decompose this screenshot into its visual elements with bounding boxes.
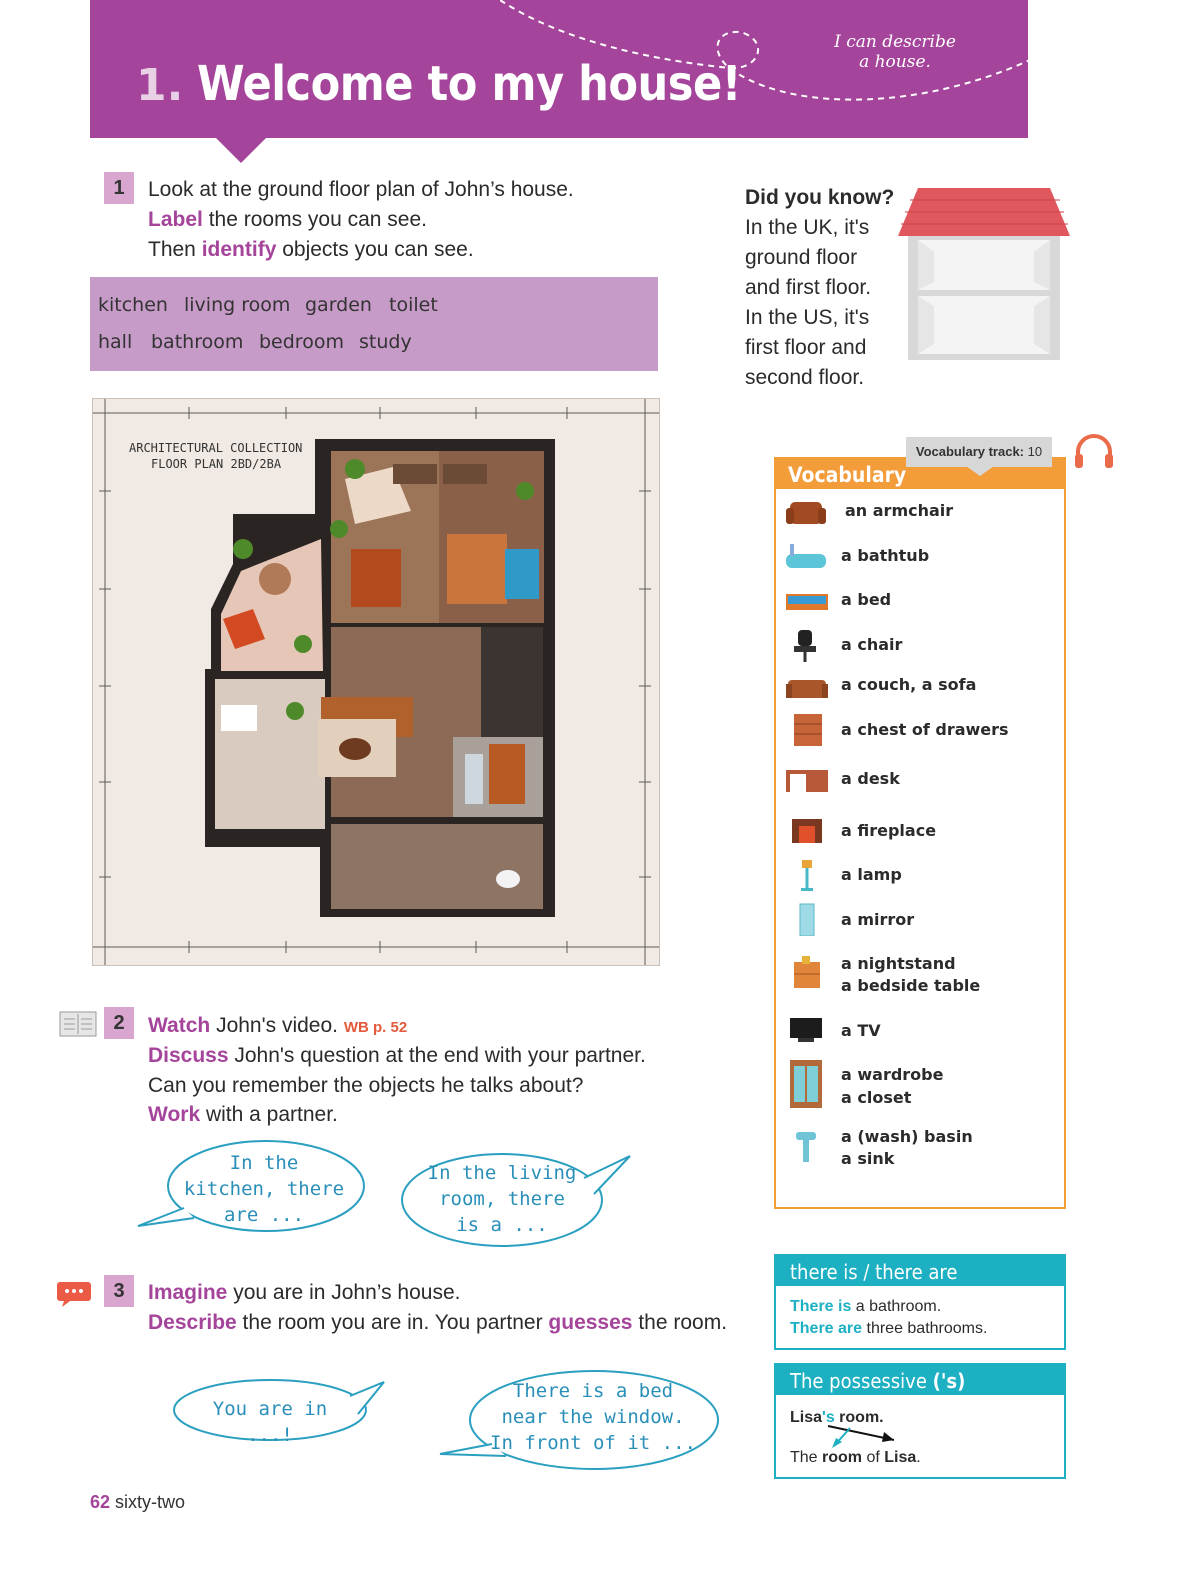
vocabulary-track-number: 10 <box>1027 444 1043 459</box>
vocab-item-lamp: a lamp <box>841 865 902 884</box>
armchair-icon <box>784 496 828 530</box>
word-hall: hall <box>98 331 133 353</box>
word-garden: garden <box>305 294 372 316</box>
vocab-item-chest-of-drawers: a chest of drawers <box>841 720 1009 739</box>
exercise-2-line2 <box>148 1044 646 1068</box>
vocabulary-track-tag-pointer <box>966 466 994 476</box>
bathtub-icon <box>784 540 828 574</box>
desk-icon <box>784 762 828 796</box>
grammar-box-there-is <box>774 1254 1066 1350</box>
fireplace-icon <box>784 813 828 847</box>
room-word-box <box>90 277 658 371</box>
speech-icon[interactable] <box>56 1278 92 1308</box>
exercise-3-line1-rest: you are in John’s house. <box>227 1281 461 1304</box>
bed-icon <box>784 584 828 618</box>
exercise-1-number: 1 <box>104 172 134 204</box>
did-you-know-line: second floor. <box>745 366 865 389</box>
vocab-item-mirror: a mirror <box>841 910 915 929</box>
bubble-living-room-line2: room, there <box>439 1188 565 1210</box>
vocab-item-basin: a (wash) basin <box>841 1127 973 1146</box>
chair-icon <box>784 628 828 662</box>
headphones-icon[interactable] <box>1072 432 1116 472</box>
grammar-possessive-ex1-c: room. <box>834 1409 884 1426</box>
exercise-3-line2-mid: the room you are in. You partner <box>236 1311 549 1334</box>
vocab-item-armchair: an armchair <box>845 501 954 520</box>
page-number: 62 <box>90 1492 111 1512</box>
vocab-item-chair: a chair <box>841 635 903 654</box>
grammar-there-is-kw: There is <box>790 1298 852 1315</box>
did-you-know-box <box>745 183 915 393</box>
bubble-bed-window-line3: In front of it ... <box>490 1432 696 1454</box>
exercise-1-line3 <box>148 238 474 262</box>
grammar-possessive-ex2-a: The <box>790 1449 823 1466</box>
vocab-item-nightstand: a nightstand <box>841 954 956 973</box>
video-book-icon[interactable] <box>58 1010 98 1038</box>
exercise-2-line3: Can you remember the objects he talks about? <box>148 1074 584 1097</box>
did-you-know-line: In the US, it's <box>745 306 870 329</box>
grammar-possessive-ex2-d: Lisa <box>884 1449 917 1466</box>
grammar-possessive-ex1-b: 's <box>822 1409 835 1426</box>
possessive-arrows-icon <box>820 1420 906 1454</box>
nightstand-icon <box>784 956 828 990</box>
exercise-1-line2-rest: the rooms you can see. <box>202 208 427 231</box>
exercise-3-line2 <box>148 1311 727 1335</box>
bubble-living-room-line1: In the living <box>427 1162 577 1184</box>
mirror-icon <box>784 902 828 936</box>
page-title: Welcome to my house! <box>197 56 741 112</box>
vocab-item-bed: a bed <box>841 590 892 609</box>
exercise-3-line2-rest: the room. <box>632 1311 728 1334</box>
chest-of-drawers-icon <box>784 712 828 746</box>
grammar-possessive-ex2-c: of <box>862 1449 885 1466</box>
header-banner-pointer <box>215 137 267 163</box>
exercise-3-line1 <box>148 1281 460 1305</box>
tv-icon <box>784 1014 828 1048</box>
keyword-identify: identify <box>201 238 277 261</box>
workbook-reference[interactable]: WB p. 52 <box>343 1019 408 1036</box>
did-you-know-line: and first floor. <box>745 276 872 299</box>
grammar-there-are-line2 <box>776 1316 1064 1338</box>
exercise-2-line1-rest: John's video. <box>210 1014 338 1037</box>
floor-plan-label-line1: ARCHITECTURAL COLLECTION <box>129 441 303 455</box>
exercise-1-line3-rest: objects you can see. <box>276 238 474 261</box>
grammar-there-are-rest: three bathrooms. <box>862 1320 988 1337</box>
grammar-possessive-ex1-a: Lisa <box>790 1409 823 1426</box>
basin-icon <box>784 1128 828 1162</box>
grammar-possessive-title-text: The possessive <box>790 1369 927 1393</box>
word-study: study <box>359 331 412 353</box>
page-number-words: sixty-two <box>115 1492 186 1512</box>
exercise-1-line3-pre: Then <box>148 238 202 261</box>
vocabulary-title: Vocabulary <box>776 459 1064 489</box>
grammar-possessive-title-mark: ('s) <box>932 1369 966 1393</box>
did-you-know-title: Did you know? <box>745 186 895 209</box>
keyword-imagine: Imagine <box>148 1281 228 1304</box>
page-footer <box>90 1492 185 1513</box>
couch-icon <box>784 670 828 704</box>
vocab-item-fireplace: a fireplace <box>841 821 937 840</box>
grammar-there-is-line1 <box>776 1286 1064 1316</box>
keyword-guesses: guesses <box>548 1311 633 1334</box>
grammar-box-possessive-title <box>776 1365 1064 1395</box>
wardrobe-icon <box>788 1058 824 1110</box>
exercise-2-line4 <box>148 1103 338 1127</box>
lamp-icon <box>784 858 828 892</box>
word-bedroom: bedroom <box>259 331 344 353</box>
exercise-2-line2-rest: John's question at the end with your partner. <box>228 1044 646 1067</box>
bubble-kitchen-line2: kitchen, there <box>183 1178 345 1200</box>
did-you-know-line: In the UK, it's <box>745 216 870 239</box>
exercise-3-number: 3 <box>104 1275 134 1307</box>
learning-goal <box>810 32 980 72</box>
floor-plan-label-line2: FLOOR PLAN 2BD/2BA <box>151 457 282 471</box>
bubble-kitchen-line3: are ... <box>223 1204 305 1226</box>
did-you-know-line: first floor and <box>745 336 867 359</box>
floor-plan-image <box>92 398 660 966</box>
word-toilet: toilet <box>389 294 438 316</box>
vocab-item-bedside-table: a bedside table <box>841 976 981 995</box>
exercise-2-line1 <box>148 1014 407 1038</box>
grammar-possessive-ex2-b: room <box>822 1449 863 1466</box>
did-you-know-line: ground floor <box>745 246 858 269</box>
vocab-item-sink: a sink <box>841 1149 895 1168</box>
keyword-watch: Watch <box>148 1014 211 1037</box>
vocab-item-couch: a couch, a sofa <box>841 675 977 694</box>
word-kitchen: kitchen <box>98 294 168 316</box>
keyword-describe: Describe <box>148 1311 237 1334</box>
vocab-item-closet: a closet <box>841 1088 912 1107</box>
grammar-there-is-rest: a bathroom. <box>851 1298 942 1315</box>
word-living-room: living room <box>184 294 291 316</box>
vocab-item-tv: a TV <box>841 1021 881 1040</box>
learning-goal-line1: I can describe <box>834 32 956 52</box>
bubble-bed-window-text <box>482 1378 704 1456</box>
word-bathroom: bathroom <box>151 331 244 353</box>
bubble-living-room-text <box>412 1160 592 1238</box>
bubble-kitchen-text <box>176 1150 352 1228</box>
exercise-2-number: 2 <box>104 1007 134 1039</box>
bubble-kitchen-line1: In the <box>229 1152 299 1174</box>
unit-number: 1. <box>136 60 184 111</box>
exercise-2-line4-rest: with a partner. <box>200 1103 338 1126</box>
grammar-box-possessive <box>774 1363 1066 1479</box>
bubble-you-are-in-text: You are in ...! <box>212 1398 328 1446</box>
vocabulary-track-label: Vocabulary track: <box>915 444 1025 459</box>
bubble-bed-window-line2: near the window. <box>501 1406 685 1428</box>
floor-plan-drawing <box>93 399 659 965</box>
keyword-label: Label <box>148 208 203 231</box>
grammar-box-there-is-title: there is / there are <box>776 1256 1064 1286</box>
grammar-possessive-ex2-e: . <box>916 1449 921 1466</box>
vocab-item-wardrobe: a wardrobe <box>841 1065 944 1084</box>
learning-goal-line2: a house. <box>859 52 931 72</box>
vocab-item-desk: a desk <box>841 769 900 788</box>
keyword-discuss: Discuss <box>148 1044 229 1067</box>
exercise-1-line2 <box>148 208 427 232</box>
exercise-1-line1: Look at the ground floor plan of John’s house. <box>148 178 574 201</box>
keyword-work: Work <box>148 1103 201 1126</box>
dollhouse-illustration <box>898 186 1070 362</box>
vocabulary-track-tag <box>906 437 1052 467</box>
grammar-there-are-kw: There are <box>790 1320 863 1337</box>
bubble-living-room-line3: is a ... <box>456 1214 548 1236</box>
vocab-item-bathtub: a bathtub <box>841 546 930 565</box>
bubble-bed-window-line1: There is a bed <box>512 1380 674 1402</box>
